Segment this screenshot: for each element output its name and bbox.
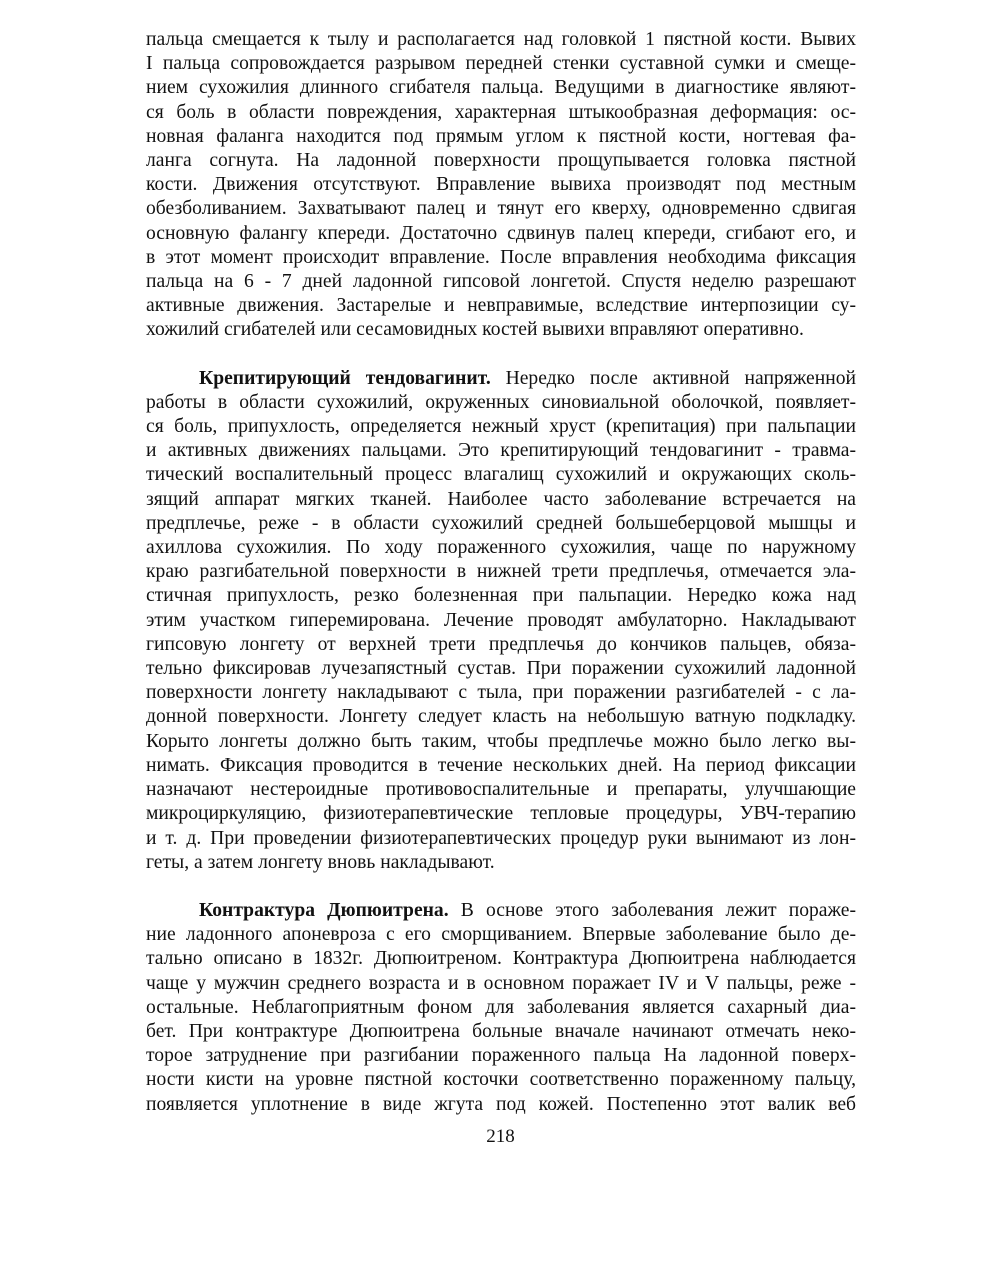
text-line: микроциркуляцию, физиотерапевтические тепловые процедуры, УВЧ-терапию: [146, 803, 856, 825]
text-line: в этот момент происходит вправление. После вправления необходима фиксация: [146, 246, 856, 268]
page-number: 218: [486, 1126, 515, 1147]
text-line: новная фаланга находится под прямым углом к пястной кости, ногтевая фа-: [146, 125, 856, 147]
text-line: предплечье, реже - в области сухожилий средней большеберцовой мышцы и: [146, 512, 856, 534]
text-line: торое затруднение при разгибании пораженного пальца На ладонной поверх-: [146, 1045, 856, 1067]
text-fragment: В основе этого заболевания лежит пораже-: [448, 899, 856, 921]
text-line: пальца на 6 - 7 дней ладонной гипсовой лонгетой. Спустя неделю разрешают: [146, 271, 856, 293]
text-line: тический воспалительный процесс влагалищ сухожилий и окружающих сколь-: [146, 464, 856, 486]
text-line: стичная припухлость, резко болезненная при пальпации. Нередко кожа над: [146, 585, 856, 607]
section-heading: Крепитирующий тендовагинит.: [199, 367, 491, 389]
text-line: гипсовую лонгету от верхней трети предплечья до кончиков пальцев, обяза-: [146, 633, 856, 655]
text-line: нимать. Фиксация проводится в течение нескольких дней. На период фиксации: [146, 754, 856, 776]
text-line: пальца смещается к тылу и располагается над головкой 1 пястной кости. Вывих: [146, 29, 856, 50]
text-line: ся боль, припухлость, определяется нежный хруст (крепитация) при пальпации: [146, 416, 856, 438]
text-line: ности кисти на уровне пястной косточки соответственно пораженному пальцу,: [146, 1069, 856, 1091]
text-line: зящий аппарат мягких тканей. Наиболее часто заболевание встречается на: [146, 488, 856, 510]
paragraph-gap: [146, 875, 856, 899]
text-fragment: Нередко после активной напряженной: [490, 367, 856, 389]
text-line: и т. д. При проведении физиотерапевтических процедур руки вынимают из лон-: [146, 827, 856, 849]
text-line: геты, а затем лонгету вновь накладывают.: [146, 851, 495, 873]
section-heading: Контрактура Дюпюитрена.: [199, 899, 449, 921]
text-line: основную фалангу кпереди. Достаточно сдвинув палец кпереди, сгибают его, и: [146, 222, 856, 244]
text-line: кости. Движения отсутствуют. Вправление вывиха производят под местным: [146, 174, 856, 196]
text-line: [146, 899, 856, 923]
paragraph-dislocation-continuation: [146, 28, 856, 343]
text-line: и активных движениях пальцами. Это крепитирующий тендовагинит - травма-: [146, 440, 856, 462]
text-line: тельно фиксировав лучезапястный сустав. При поражении сухожилий ладонной: [146, 658, 856, 680]
text-line: поверхности лонгету накладывают с тыла, при поражении разгибателей - с ла-: [146, 682, 856, 704]
paragraph-dupuytren-contracture: [146, 899, 856, 1117]
text-line: обезболиванием. Захватывают палец и тянут его кверху, одновременно сдвигая: [146, 198, 856, 220]
text-line: ланга согнута. На ладонной поверхности прощупывается головка пястной: [146, 150, 856, 172]
text-line: Корыто лонгеты должно быть таким, чтобы предплечье можно было легко вы-: [146, 730, 856, 752]
text-line: чаще у мужчин среднего возраста и в основном поражает IV и V пальцы, реже -: [146, 972, 856, 994]
text-line: остальные. Неблагоприятным фоном для заболевания является сахарный диа-: [146, 996, 856, 1018]
text-line: I пальца сопровождается разрывом передней стенки суставной сумки и смеще-: [146, 53, 856, 75]
text-line: хожилий сгибателей или сесамовидных костей вывихи вправляют оперативно.: [146, 319, 804, 341]
text-line: назначают нестероидные противовоспалительные и препараты, улучшающие: [146, 779, 856, 801]
text-line: работы в области сухожилий, окруженных синовиальной оболочкой, появляет-: [146, 391, 856, 413]
text-line: нием сухожилия длинного сгибателя пальца. Ведущими в диагностике являют-: [146, 77, 856, 99]
text-line: краю разгибательной поверхности в нижней трети предплечья, отмечается эла-: [146, 561, 856, 583]
text-line: [146, 367, 856, 391]
text-line: донной поверхности. Лонгету следует класть на небольшую ватную подкладку.: [146, 706, 856, 728]
paragraph-gap: [146, 343, 856, 367]
document-page: [146, 28, 856, 1117]
text-line: тально описано в 1832г. Дюпюитреном. Контрактура Дюпюитрена наблюдается: [146, 948, 856, 970]
paragraph-crepitating-tendovaginitis: [146, 367, 856, 875]
text-line: этим участком гиперемирована. Лечение проводят амбулаторно. Накладывают: [146, 609, 856, 631]
text-line: ние ладонного апоневроза с его сморщиванием. Впервые заболевание было де-: [146, 924, 856, 946]
text-line: появляется уплотнение в виде жгута под кожей. Постепенно этот валик веб: [146, 1093, 856, 1115]
text-line: активные движения. Застарелые и невправимые, вследствие интерпозиции су-: [146, 295, 856, 317]
text-line: бет. При контрактуре Дюпюитрена больные вначале начинают отмечать неко-: [146, 1020, 856, 1042]
text-line: ахиллова сухожилия. По ходу пораженного сухожилия, чаще по наружному: [146, 537, 856, 559]
text-line: ся боль в области повреждения, характерная штыкообразная деформация: ос-: [146, 101, 856, 123]
